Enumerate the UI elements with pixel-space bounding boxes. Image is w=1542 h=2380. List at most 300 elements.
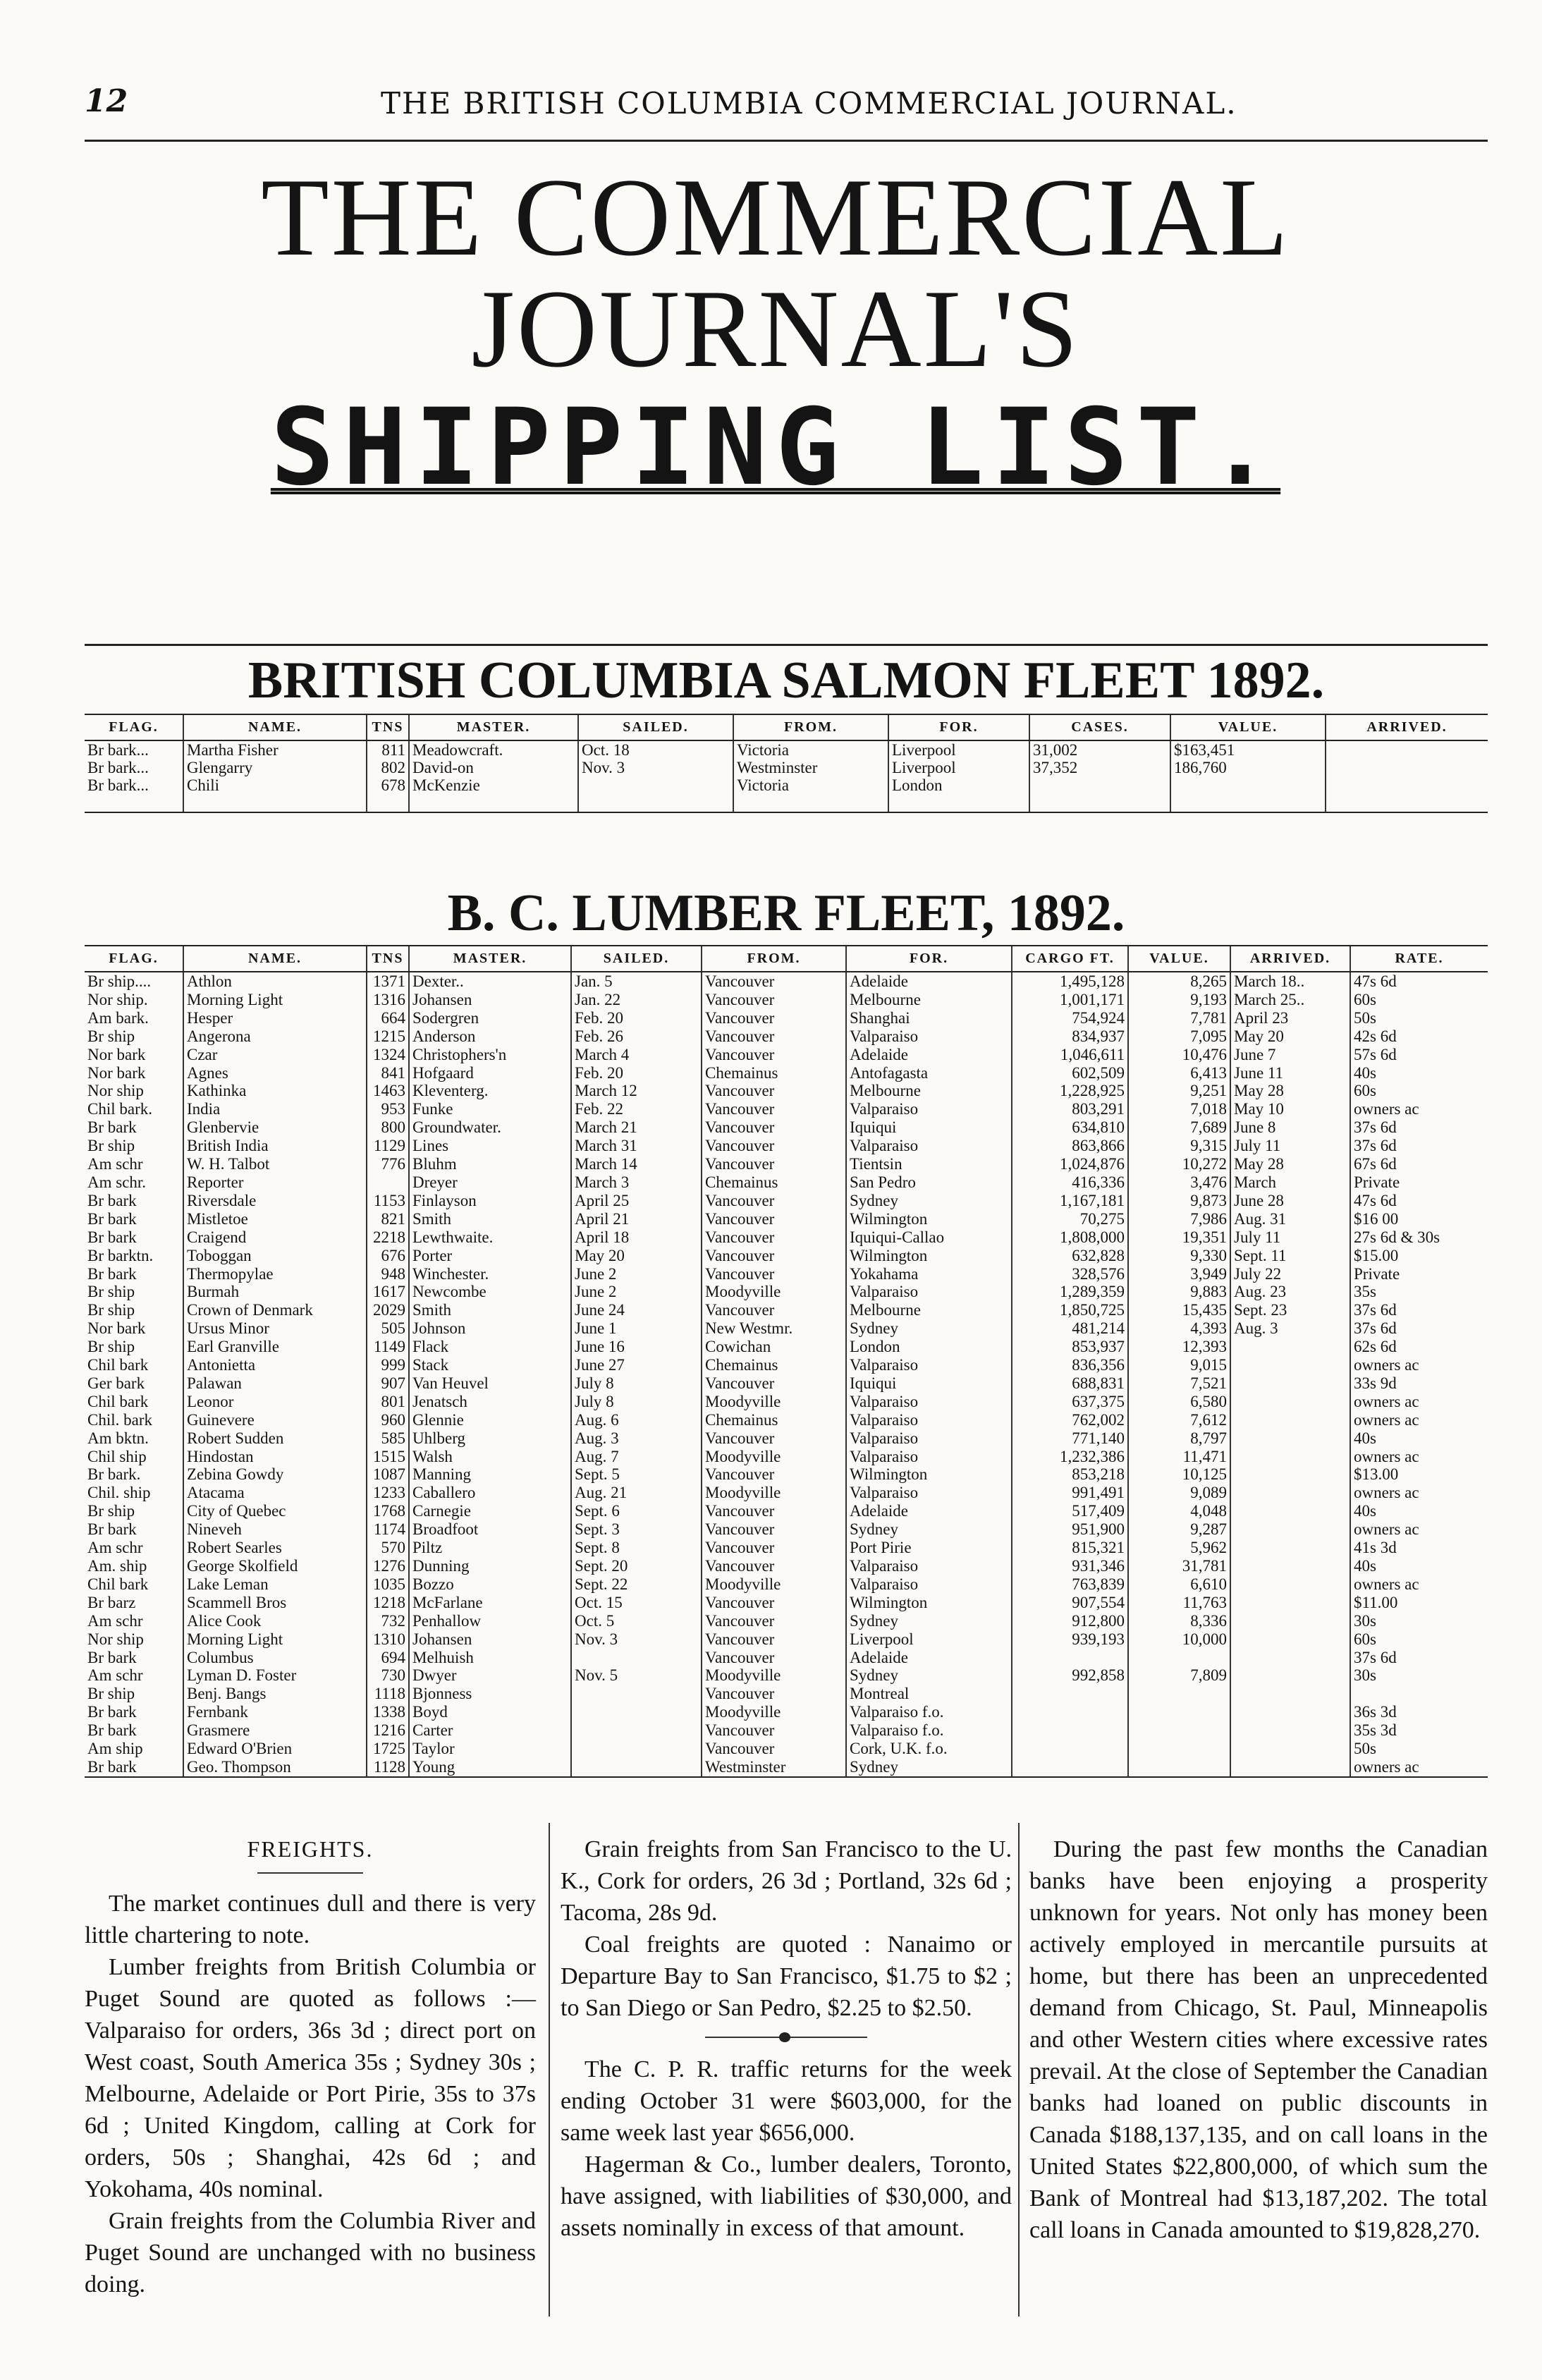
table-cell: 37s 6d xyxy=(1350,1118,1488,1137)
banks-column xyxy=(1029,1833,1488,2246)
table-cell: Vancouver xyxy=(702,1740,846,1758)
table-cell: Iquiqui xyxy=(846,1374,1012,1393)
table-cell: 992,858 xyxy=(1012,1666,1128,1685)
table-cell: June 2 xyxy=(571,1265,702,1283)
table-cell: Valparaiso f.o. xyxy=(846,1721,1012,1740)
table-cell: Br bark xyxy=(87,1191,137,1209)
table-cell xyxy=(1230,1612,1350,1630)
table-cell: Hesper xyxy=(183,1009,367,1027)
table-row xyxy=(85,1721,1488,1740)
table-cell: 12,393 xyxy=(1128,1338,1230,1356)
table-cell: Aug. 21 xyxy=(571,1484,702,1502)
table-cell: Broadfoot xyxy=(409,1520,571,1539)
table-cell: $15.00 xyxy=(1350,1247,1488,1265)
table-row xyxy=(85,1575,1488,1594)
table-cell: 50s xyxy=(1350,1009,1488,1027)
table-cell: Montreal xyxy=(846,1685,1012,1703)
table-cell: July 22 xyxy=(1230,1265,1350,1283)
table-cell: 60s xyxy=(1350,1082,1488,1100)
table-cell: Moodyville xyxy=(702,1448,846,1466)
table-cell: 7,521 xyxy=(1128,1374,1230,1393)
table-cell: Dwyer xyxy=(409,1666,571,1685)
table-cell: 1216 xyxy=(367,1721,409,1740)
table-row xyxy=(85,1082,1488,1100)
table-cell: Wilmington xyxy=(846,1465,1012,1484)
table-cell xyxy=(367,794,409,812)
table-cell: Valparaiso xyxy=(846,1027,1012,1046)
column-header: TNS xyxy=(367,714,409,740)
table-cell: Hindostan xyxy=(183,1448,367,1466)
table-cell: Edward O'Brien xyxy=(183,1740,367,1758)
table-cell: Nineveh xyxy=(183,1520,367,1539)
table-cell: Czar xyxy=(183,1046,367,1064)
table-cell: Melbourne xyxy=(846,1301,1012,1319)
table-cell: 9,251 xyxy=(1128,1082,1230,1100)
table-cell: Vancouver xyxy=(702,1137,846,1155)
table-row xyxy=(85,1027,1488,1046)
table-cell: Chil bark xyxy=(87,1575,149,1593)
table-cell: 37s 6d xyxy=(1350,1137,1488,1155)
table-cell: Br ship xyxy=(87,1301,135,1319)
table-cell: 19,351 xyxy=(1128,1228,1230,1247)
table-row xyxy=(85,1539,1488,1557)
table-cell: June 27 xyxy=(571,1356,702,1374)
table-row xyxy=(85,1649,1488,1667)
table-cell: 10,272 xyxy=(1128,1155,1230,1173)
table-cell: owners ac xyxy=(1350,1575,1488,1594)
table-cell: Glennie xyxy=(409,1411,571,1429)
table-cell: 960 xyxy=(367,1411,409,1429)
table-cell: 853,937 xyxy=(1012,1338,1128,1356)
table-cell: 35s xyxy=(1350,1283,1488,1301)
table-cell: 953 xyxy=(367,1100,409,1118)
table-cell: Ger bark xyxy=(87,1374,145,1392)
column-header: FOR. xyxy=(846,946,1012,972)
table-cell: 40s xyxy=(1350,1557,1488,1575)
ornament-rule xyxy=(705,2037,867,2038)
table-cell xyxy=(1326,740,1488,759)
paragraph: During the past few months the Canadian banks have been enjoying a prosperity unknown for years. Not only has money been actively employed in mercantile pursuits at home, but there has been an unprecedented demand from Chicago, St. Paul, Minneapolis and other Western cities where excessive rates prevail. At the close of September the Canadian banks had loaned on public discounts in Canada $188,137,135, and on call loans in the United States $22,800,000, of which sum the Bank of Montreal had $13,187,202. The total call loans in Canada amounted to $19,828,270. xyxy=(1029,1836,1488,2243)
table-cell: Ursus Minor xyxy=(183,1319,367,1338)
table-cell: Manning xyxy=(409,1465,571,1484)
table-row xyxy=(85,1301,1488,1319)
table-cell: Sept. 23 xyxy=(1230,1301,1350,1319)
table-cell: Nor bark xyxy=(87,1319,146,1338)
table-cell: owners ac xyxy=(1350,1393,1488,1411)
table-row xyxy=(85,1630,1488,1649)
table-cell: Br bark xyxy=(87,1703,137,1721)
table-cell: Flack xyxy=(409,1338,571,1356)
paragraph: Grain freights from the Columbia River and Puget Sound are unchanged with no business doing. xyxy=(85,2208,536,2297)
table-cell: Aug. 31 xyxy=(1230,1210,1350,1228)
table-cell: Van Heuvel xyxy=(409,1374,571,1393)
table-cell: Valparaiso xyxy=(846,1356,1012,1374)
table-cell: 8,265 xyxy=(1128,972,1230,991)
table-cell: 821 xyxy=(367,1210,409,1228)
table-cell: 40s xyxy=(1350,1064,1488,1082)
table-cell: Uhlberg xyxy=(409,1429,571,1448)
table-cell: 1149 xyxy=(367,1338,409,1356)
table-cell: Sydney xyxy=(846,1192,1012,1210)
table-cell: 186,760 xyxy=(1170,759,1326,776)
table-row xyxy=(85,1228,1488,1247)
table-cell: 60s xyxy=(1350,991,1488,1009)
table-cell: Wilmington xyxy=(846,1594,1012,1612)
table-cell: 694 xyxy=(367,1649,409,1667)
table-cell: 570 xyxy=(367,1539,409,1557)
table-cell: 30s xyxy=(1350,1612,1488,1630)
table-cell: Morning Light xyxy=(183,991,367,1009)
table-cell: Johansen xyxy=(409,1630,571,1649)
table-cell: 732 xyxy=(367,1612,409,1630)
table-cell: Chemainus xyxy=(702,1064,846,1082)
table-cell: 41s 3d xyxy=(1350,1539,1488,1557)
table-cell: Valparaiso xyxy=(846,1393,1012,1411)
table-cell: Burmah xyxy=(183,1283,367,1301)
table-cell: Yokahama xyxy=(846,1265,1012,1283)
table-cell: 754,924 xyxy=(1012,1009,1128,1027)
table-cell: Valparaiso xyxy=(846,1484,1012,1502)
table-cell: Crown of Denmark xyxy=(183,1301,367,1319)
table-cell: Cowichan xyxy=(702,1338,846,1356)
table-row xyxy=(85,1484,1488,1502)
table-cell: Angerona xyxy=(183,1027,367,1046)
table-row xyxy=(85,1338,1488,1356)
table-cell: Wilmington xyxy=(846,1247,1012,1265)
table-cell: 3,476 xyxy=(1128,1173,1230,1192)
table-cell: Br bark xyxy=(87,1209,137,1228)
table-cell: March 21 xyxy=(571,1118,702,1137)
table-cell: July 8 xyxy=(571,1374,702,1393)
table-cell: Aug. 23 xyxy=(1230,1283,1350,1301)
column-header: FLAG. xyxy=(85,946,183,972)
table-cell: Br ship xyxy=(87,1338,135,1356)
table-cell: Br bark xyxy=(87,1118,137,1137)
column-divider xyxy=(549,1823,550,2317)
table-cell: Br ship xyxy=(87,1502,135,1520)
table-cell: Vancouver xyxy=(702,1594,846,1612)
table-cell: Palawan xyxy=(183,1374,367,1393)
middle-column xyxy=(561,1833,1012,2244)
table-cell: Carter xyxy=(409,1721,571,1740)
table-cell: Am bktn. xyxy=(87,1429,149,1447)
table-cell: 991,491 xyxy=(1012,1484,1128,1502)
table-cell: Wilmington xyxy=(846,1210,1012,1228)
table-cell: Vancouver xyxy=(702,972,846,991)
table-cell: 2218 xyxy=(367,1228,409,1247)
column-header: RATE. xyxy=(1350,946,1488,972)
table-cell: W. H. Talbot xyxy=(183,1155,367,1173)
table-cell xyxy=(1128,1740,1230,1758)
table-cell: 1,232,386 xyxy=(1012,1448,1128,1466)
table-cell: Lewthwaite. xyxy=(409,1228,571,1247)
table-cell: Nor bark xyxy=(87,1045,146,1063)
table-cell xyxy=(733,794,888,812)
table-row xyxy=(85,1009,1488,1027)
table-cell: Br bark... xyxy=(87,776,149,794)
table-cell: Am bark. xyxy=(87,1008,149,1027)
table-cell: Robert Sudden xyxy=(183,1429,367,1448)
table-row xyxy=(85,1429,1488,1448)
table-cell: Bluhm xyxy=(409,1155,571,1173)
table-cell: 800 xyxy=(367,1118,409,1137)
table-cell: Vancouver xyxy=(702,1557,846,1575)
table-cell: Craigend xyxy=(183,1228,367,1247)
table-cell: Sept. 3 xyxy=(571,1520,702,1539)
table-cell: 9,015 xyxy=(1128,1356,1230,1374)
table-cell: Moodyville xyxy=(702,1666,846,1685)
table-cell: June 11 xyxy=(1230,1064,1350,1082)
table-cell xyxy=(571,1758,702,1777)
column-header: MASTER. xyxy=(409,946,571,972)
table-cell: 481,214 xyxy=(1012,1319,1128,1338)
table-cell: 57s 6d xyxy=(1350,1046,1488,1064)
table-cell: Jan. 22 xyxy=(571,991,702,1009)
table-cell xyxy=(1128,1685,1230,1703)
table-cell: Moodyville xyxy=(702,1393,846,1411)
table-cell: Antonietta xyxy=(183,1356,367,1374)
table-cell: March 4 xyxy=(571,1046,702,1064)
paragraph: Coal freights are quoted : Nanaimo or Departure Bay to San Francisco, $1.75 to $2 ; to San Diego or San Pedro, $2.25 to $2.50. xyxy=(561,1932,1012,2021)
table-cell: Valparaiso xyxy=(846,1429,1012,1448)
table-cell: Br bark... xyxy=(87,741,149,759)
table-cell: Private xyxy=(1350,1265,1488,1283)
table-cell: City of Quebec xyxy=(183,1502,367,1520)
table-cell: Benj. Bangs xyxy=(183,1685,367,1703)
column-header: VALUE. xyxy=(1128,946,1230,972)
table-cell: $163,451 xyxy=(1170,740,1326,759)
table-cell: London xyxy=(888,776,1029,794)
table-cell: 9,330 xyxy=(1128,1247,1230,1265)
table-cell: Walsh xyxy=(409,1448,571,1466)
table-cell xyxy=(571,1703,702,1721)
table-cell: London xyxy=(846,1338,1012,1356)
table-cell: Vancouver xyxy=(702,1374,846,1393)
table-cell: Oct. 5 xyxy=(571,1612,702,1630)
table-cell xyxy=(571,1685,702,1703)
table-cell: Br bark xyxy=(87,1228,137,1246)
table-cell: Vancouver xyxy=(702,1649,846,1667)
table-cell: Vancouver xyxy=(702,1155,846,1173)
table-cell: Penhallow xyxy=(409,1612,571,1630)
table-cell: Groundwater. xyxy=(409,1118,571,1137)
table-cell: Sept. 5 xyxy=(571,1465,702,1484)
table-cell: Robert Searles xyxy=(183,1539,367,1557)
table-cell: 678 xyxy=(367,776,409,794)
table-cell: June 28 xyxy=(1230,1192,1350,1210)
table-cell: 8,797 xyxy=(1128,1429,1230,1448)
table-cell: Adelaide xyxy=(846,972,1012,991)
table-cell xyxy=(1326,759,1488,776)
column-header: CASES. xyxy=(1029,714,1170,740)
table-cell: Vancouver xyxy=(702,1046,846,1064)
column-header: FOR. xyxy=(888,714,1029,740)
table-cell: Vancouver xyxy=(702,1721,846,1740)
table-row xyxy=(85,1374,1488,1393)
table-cell: Valparaiso xyxy=(846,1137,1012,1155)
paragraph: The C. P. R. traffic returns for the week ending October 31 were $603,000, for the same week last year $656,000. xyxy=(561,2056,1012,2146)
table-cell: Christophers'n xyxy=(409,1046,571,1064)
table-cell: Leonor xyxy=(183,1393,367,1411)
column-header: CARGO FT. xyxy=(1012,946,1128,972)
table-cell xyxy=(578,794,733,812)
table-cell: Chil bark xyxy=(87,1392,149,1410)
table-cell: Vancouver xyxy=(702,1027,846,1046)
table-cell xyxy=(1350,1685,1488,1703)
table-cell: 811 xyxy=(367,740,409,759)
table-cell: 35s 3d xyxy=(1350,1721,1488,1740)
table-cell: Melbourne xyxy=(846,991,1012,1009)
table-cell: Nor ship xyxy=(87,1082,144,1100)
table-cell: 853,218 xyxy=(1012,1465,1128,1484)
table-cell xyxy=(1170,794,1326,812)
header-rule xyxy=(85,140,1488,142)
table-cell: April 21 xyxy=(571,1210,702,1228)
table-cell: Am schr. xyxy=(87,1173,147,1191)
table-cell: 31,781 xyxy=(1128,1557,1230,1575)
table-cell: Kleventerg. xyxy=(409,1082,571,1100)
table-cell: Vancouver xyxy=(702,1247,846,1265)
table-row xyxy=(85,972,1488,991)
table-cell: 9,873 xyxy=(1128,1192,1230,1210)
table-cell xyxy=(1230,1685,1350,1703)
table-cell: 7,018 xyxy=(1128,1100,1230,1118)
table-cell: Am schr xyxy=(87,1539,143,1557)
table-cell: 60s xyxy=(1350,1630,1488,1649)
table-cell: Nov. 3 xyxy=(571,1630,702,1649)
table-cell xyxy=(1128,1721,1230,1740)
table-cell: Sydney xyxy=(846,1319,1012,1338)
table-cell: Hofgaard xyxy=(409,1064,571,1082)
table-cell: Chil. ship xyxy=(87,1484,151,1502)
table-cell: 1233 xyxy=(367,1484,409,1502)
table-cell xyxy=(1230,1502,1350,1520)
table-cell: Br barktn. xyxy=(87,1246,154,1264)
table-cell: Athlon xyxy=(183,972,367,991)
table-cell: India xyxy=(183,1100,367,1118)
table-cell: owners ac xyxy=(1350,1411,1488,1429)
table-cell: 7,612 xyxy=(1128,1411,1230,1429)
table-cell: 7,781 xyxy=(1128,1009,1230,1027)
table-cell: Nov. 5 xyxy=(571,1666,702,1685)
table-row xyxy=(85,1247,1488,1265)
column-divider xyxy=(1018,1823,1020,2317)
table-row xyxy=(85,1064,1488,1082)
table-cell: 1463 xyxy=(367,1082,409,1100)
table-cell: May 10 xyxy=(1230,1100,1350,1118)
table-row xyxy=(85,1046,1488,1064)
table-cell: 802 xyxy=(367,759,409,776)
table-cell: 1174 xyxy=(367,1520,409,1539)
table-cell: Smith xyxy=(409,1301,571,1319)
table-cell: Lake Leman xyxy=(183,1575,367,1594)
table-cell: Cork, U.K. f.o. xyxy=(846,1740,1012,1758)
table-cell: Jenatsch xyxy=(409,1393,571,1411)
table-cell: Adelaide xyxy=(846,1649,1012,1667)
table-cell: Br ship xyxy=(87,1137,135,1155)
table-cell: 762,002 xyxy=(1012,1411,1128,1429)
table-cell: 912,800 xyxy=(1012,1612,1128,1630)
table-cell xyxy=(1029,794,1170,812)
table-cell: Chemainus xyxy=(702,1173,846,1192)
column-header: TNS xyxy=(367,946,409,972)
table-cell: Valparaiso xyxy=(846,1283,1012,1301)
table-cell: Lines xyxy=(409,1137,571,1155)
table-cell: 30s xyxy=(1350,1666,1488,1685)
table-cell: 776 xyxy=(367,1155,409,1173)
table-cell: 1,850,725 xyxy=(1012,1301,1128,1319)
table-cell: 10,125 xyxy=(1128,1465,1230,1484)
table-cell: Riversdale xyxy=(183,1192,367,1210)
table-cell: Nor bark xyxy=(87,1063,146,1082)
table-cell: Jan. 5 xyxy=(571,972,702,991)
table-cell: July 8 xyxy=(571,1393,702,1411)
table-cell: Adelaide xyxy=(846,1502,1012,1520)
table-cell: Am schr xyxy=(87,1155,143,1173)
table-cell: 7,809 xyxy=(1128,1666,1230,1685)
table-cell: 70,275 xyxy=(1012,1210,1128,1228)
table-cell: Vancouver xyxy=(702,1465,846,1484)
salmon-fleet-title: BRITISH COLUMBIA SALMON FLEET 1892. xyxy=(247,652,1325,709)
column-header: VALUE. xyxy=(1170,714,1326,740)
table-cell: 863,866 xyxy=(1012,1137,1128,1155)
table-cell: 7,689 xyxy=(1128,1118,1230,1137)
table-cell: 1,001,171 xyxy=(1012,991,1128,1009)
table-cell: Aug. 3 xyxy=(571,1429,702,1448)
table-cell: Stack xyxy=(409,1356,571,1374)
column-header: SAILED. xyxy=(578,714,733,740)
table-cell: 37s 6d xyxy=(1350,1301,1488,1319)
table-cell xyxy=(1012,1649,1128,1667)
table-row xyxy=(85,740,1488,759)
main-title: THE COMMERCIAL JOURNAL'S xyxy=(261,156,1290,391)
table-cell: Dexter.. xyxy=(409,972,571,991)
table-cell: Sept. 22 xyxy=(571,1575,702,1594)
table-cell: Newcombe xyxy=(409,1283,571,1301)
salmon-fleet-table xyxy=(85,714,1488,813)
table-cell: Fernbank xyxy=(183,1703,367,1721)
table-cell: 1128 xyxy=(367,1758,409,1777)
table-cell: Vancouver xyxy=(702,1210,846,1228)
table-cell: 637,375 xyxy=(1012,1393,1128,1411)
table-cell: 7,986 xyxy=(1128,1210,1230,1228)
table-cell: 834,937 xyxy=(1012,1027,1128,1046)
table-cell: 328,576 xyxy=(1012,1265,1128,1283)
table-cell xyxy=(1326,794,1488,812)
table-cell: Funke xyxy=(409,1100,571,1118)
table-cell: Sydney xyxy=(846,1612,1012,1630)
table-cell: 6,580 xyxy=(1128,1393,1230,1411)
table-cell: Liverpool xyxy=(888,740,1029,759)
table-cell: Lyman D. Foster xyxy=(183,1666,367,1685)
table-cell xyxy=(1230,1557,1350,1575)
table-cell: 33s 9d xyxy=(1350,1374,1488,1393)
column-header: SAILED. xyxy=(571,946,702,972)
table-cell: Br bark xyxy=(87,1721,137,1740)
table-cell: Reporter xyxy=(183,1173,367,1192)
table-cell: 1,228,925 xyxy=(1012,1082,1128,1100)
table-cell xyxy=(1230,1649,1350,1667)
table-cell xyxy=(1230,1448,1350,1466)
table-cell: June 7 xyxy=(1230,1046,1350,1064)
table-cell: Bjonness xyxy=(409,1685,571,1703)
table-row xyxy=(85,991,1488,1009)
table-cell: 1,808,000 xyxy=(1012,1228,1128,1247)
table-cell: 803,291 xyxy=(1012,1100,1128,1118)
table-cell: owners ac xyxy=(1350,1520,1488,1539)
table-cell: Thermopylae xyxy=(183,1265,367,1283)
table-cell: 9,883 xyxy=(1128,1283,1230,1301)
